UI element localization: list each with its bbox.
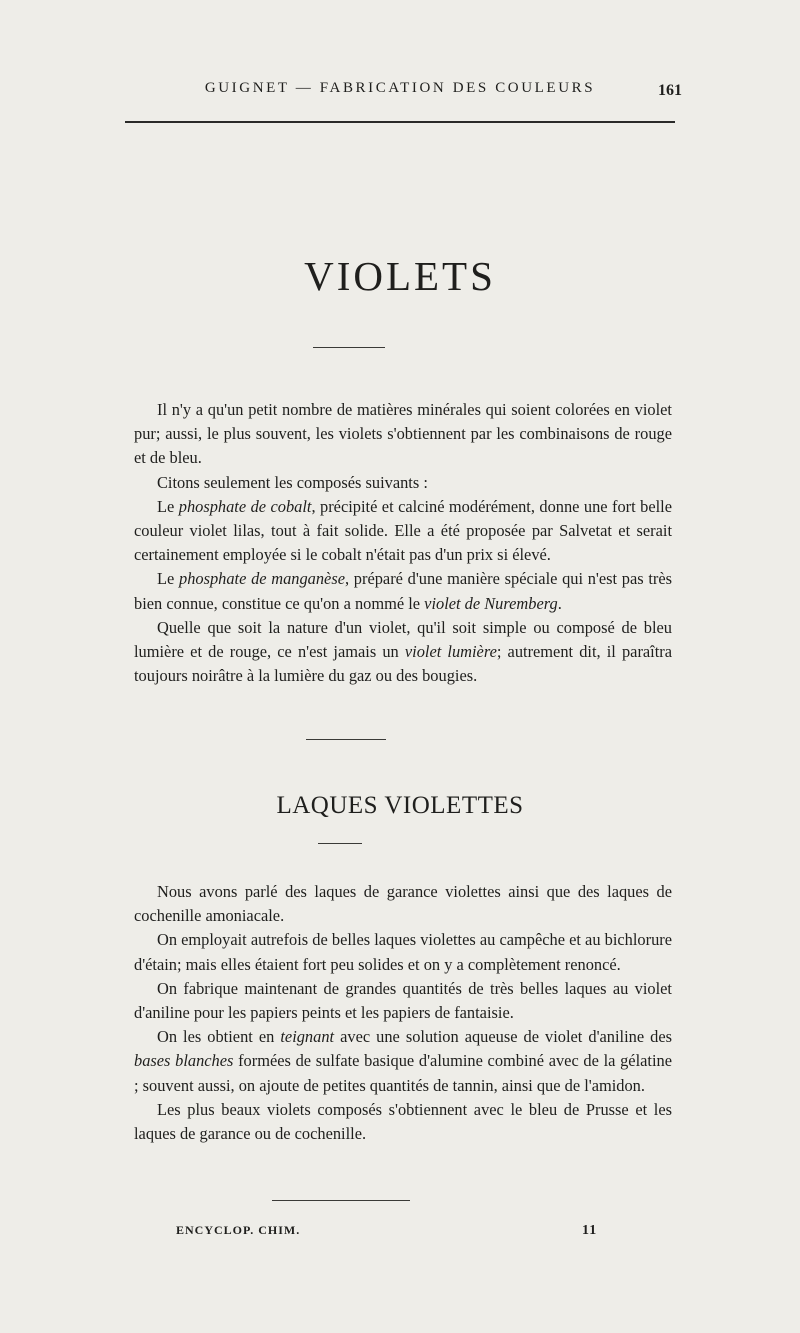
paragraph: Le phosphate de cobalt, précipité et calciné modérément, donne une fort belle couleur violet lilas, tout à fait solide. Elle a été proposée par Salvetat et serait certainement employée si le cobalt n'était pas d'un prix si élevé. (134, 496, 672, 565)
paragraph: Le phosphate de manganèse, préparé d'une manière spéciale qui n'est pas très bien connue, constitue ce qu'on a nommé le violet de Nuremberg. (134, 569, 673, 613)
paragraph: Nous avons parlé des laques de garance violettes ainsi que des laques de cochenille amoniacale. (134, 882, 672, 926)
section-divider (306, 739, 386, 740)
title-divider (313, 347, 385, 348)
signature-number: 11 (582, 1223, 598, 1238)
paragraph: Citons seulement les composés suivants : (157, 472, 428, 492)
paragraph: Les plus beaux violets composés s'obtiennent avec le bleu de Prusse et les laques de garance ou de cochenille. (134, 1099, 672, 1144)
header-rule (125, 121, 675, 123)
signature-mark: ENCYCLOP. CHIM. (176, 1223, 301, 1237)
paragraph: On les obtient en teignant avec une solution aqueuse de violet d'aniline des bases blanches formées de sulfate basique d'alumine combiné avec de la gélatine ; souvent aussi, on ajoute de petites quantités de tannin, ainsi que de l'amidon. (134, 1027, 673, 1095)
page-number: 161 (658, 82, 682, 99)
running-header (0, 80, 800, 97)
chapter-title: VIOLETS (304, 253, 496, 299)
footer-rule (272, 1200, 410, 1201)
section-text (134, 880, 672, 1146)
paragraph: On fabrique maintenant de grandes quantités de très belles laques au violet d'aniline pour les papiers peints et les papiers de fantaisie. (134, 978, 672, 1023)
paragraph: Il n'y a qu'un petit nombre de matières minérales qui soient colorées en violet pur; aussi, le plus souvent, les violets s'obtiennent par les combinaisons de rouge et de bleu. (134, 400, 672, 468)
intro-text (134, 398, 672, 688)
section-title-divider (318, 843, 362, 844)
paragraph: On employait autrefois de belles laques violettes au campêche et au bichlorure d'étain; mais elles étaient fort peu solides et on y a complètement renoncé. (134, 930, 672, 974)
running-title: GUIGNET — FABRICATION DES COULEURS (204, 80, 596, 96)
paragraph: Quelle que soit la nature d'un violet, qu'il soit simple ou composé de bleu lumière et de rouge, ce n'est jamais un violet lumière; autrement dit, il paraîtra toujours noirâtre à la lumière du gaz ou des bougies. (134, 617, 673, 686)
section-title: LAQUES VIOLETTES (276, 792, 524, 819)
